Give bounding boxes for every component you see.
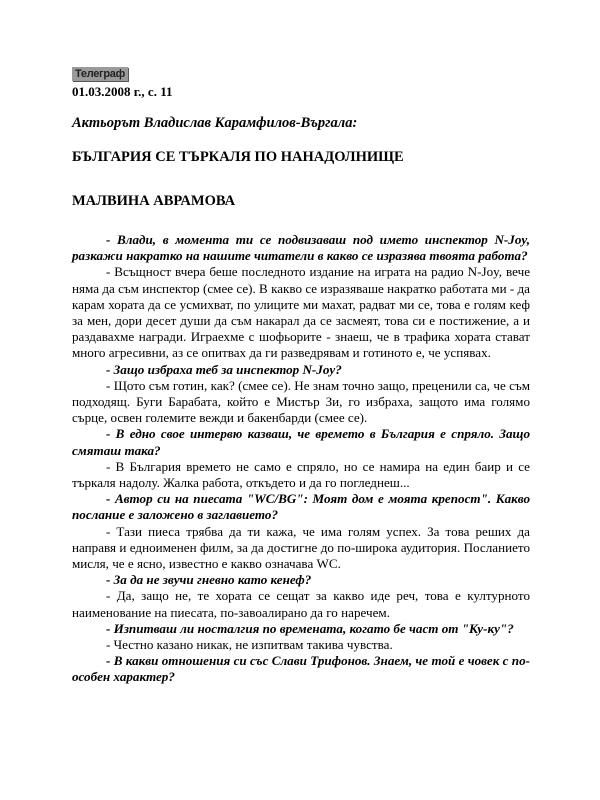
interview-answer: - Щото съм готин, как? (смее се). Не знам точно защо, преценили са, че съм подходящ. Буги Барабата, който е Мистър Зи, го избраха, защото има голямо сърце, освен големите вежди и бакенбарди (смее се). [72,377,530,426]
interview-body [72,232,530,686]
interview-answer: - В България времето не само е спряло, но се намира на един баир и се търкаля надолу. Жалка работа, откъдето и да го погледнеш... [72,458,530,491]
interview-answer: - Честно казано никак, не изпитвам такива чувства. [106,637,393,653]
article-title: БЪЛГАРИЯ СЕ ТЪРКАЛЯ ПО НАНАДОЛНИЩЕ [72,149,404,165]
interview-question: - Автор си на пиесата "WC/BG": Моят дом е моята крепост". Какво послание е заложено в заглавието? [72,491,530,523]
article-subtitle: Актьорът Владислав Карамфилов-Въргала: [72,115,358,131]
interview-answer: - Да, защо не, те хората се сещат за какво иде реч, това е културното наименование на пиесата, по-завоалирано да го наречем. [72,588,530,620]
article-author: МАЛВИНА АВРАМОВА [72,193,236,209]
interview-answer: - Тази пиеса трябва да ти кажа, че има голям успех. За това реших да направя и едноименен филм, за да достигне до по-широка аудитория. Посланието мисля, че е ясно, известно е какво означава WC. [72,523,530,572]
interview-answer: - Всъщност вчера беше последното издание на играта на радио N-Joy, вече няма да съм инспектор (смее се). В какво се изразяваше накратко работата ми - да карам хората да се усмихват, по улиците ми махат, радват ми се, това е голям кеф за мен, дори десет души да съм накарал да се засмеят, това си е постижение, а и раздавахме награди. Играехме с шофьорите - знаеш, че в трафика хората стават много агресивни, аз се опитвах да ги разведрявам и готиното е, че успявах. [72,264,530,361]
newspaper-logo: Телеграф [72,67,128,81]
interview-question: - В едно свое интервю казваш, че времето в България е спряло. Защо смяташ така? [72,426,530,458]
interview-question: - В какви отношения си със Слави Трифонов. Знаем, че той е човек с по-особен характер? [72,653,530,685]
interview-question: - Изпитваш ли носталгия по времената, когато бе част от "Ку-ку"? [106,620,514,636]
document-page [72,64,530,686]
interview-question: - Влади, в момента ти се подвизаваш под името инспектор N-Joy, разкажи накратко на нашите читатели в какво се изразява твоята работа? [72,232,530,264]
interview-question: - За да не звучи гневно като кенеф? [106,572,312,588]
interview-question: - Защо избраха теб за инспектор N-Joy? [106,361,342,377]
publication-date: 01.03.2008 г., с. 11 [72,84,173,99]
